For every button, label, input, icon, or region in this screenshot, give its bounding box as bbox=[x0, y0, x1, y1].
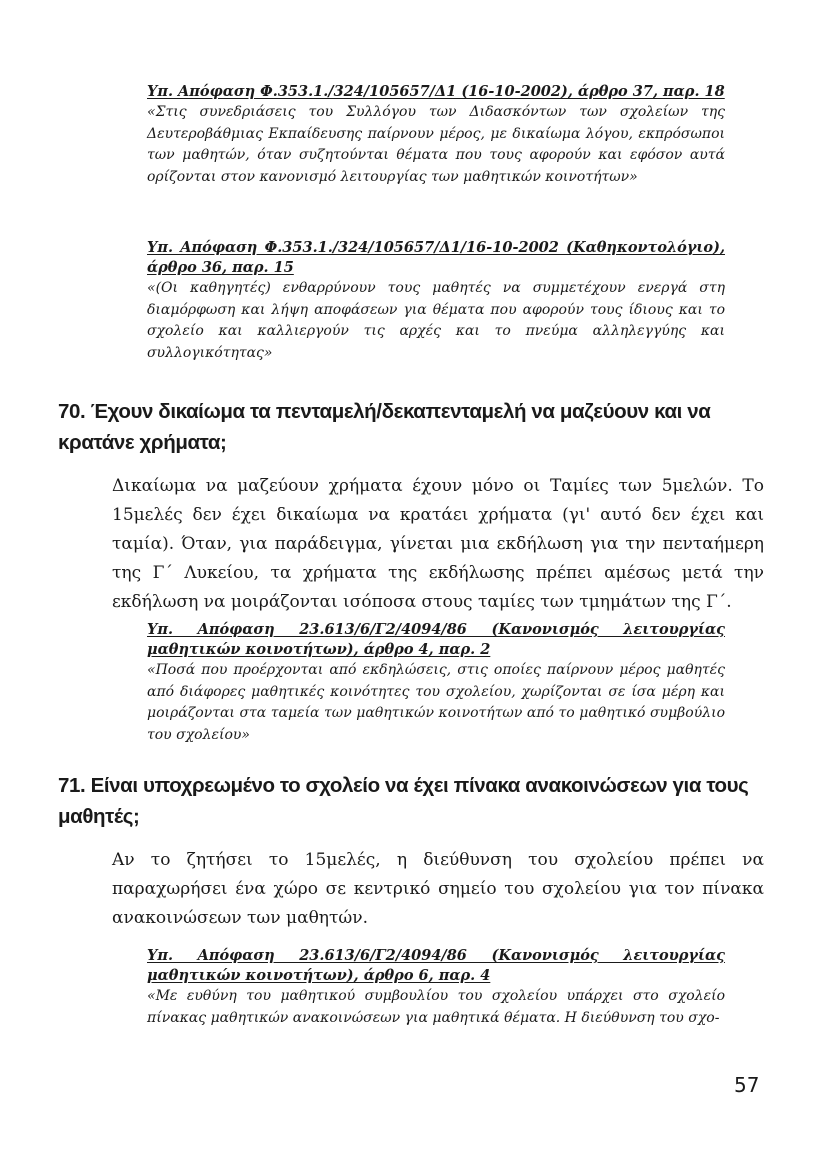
question-heading-71: 71. Είναι υποχρεωμένο το σχολείο να έχει πίνακα ανακοινώσεων για τους μαθητές; bbox=[58, 774, 749, 828]
question-heading-70: 70. Έχουν δικαίωμα τα πενταμελή/δεκαπενταμελή να μαζεύουν και να κρατάνε χρήματα; bbox=[58, 400, 711, 454]
answer-paragraph-70: Δικαίωμα να μαζεύουν χρήματα έχουν μόνο οι Ταμίες των 5μελών. Το 15μελές δεν έχει δικαίωμα να κρατάει χρήματα (γι' αυτό δεν έχει και ταμία). Όταν, για παράδειγμα, γίνεται μια εκδήλωση για την πενταήμερη της Γ΄ Λυκείου, τα χρήματα της εκδήλωσης πρέπει αμέσως μετά την εκδήλωση να μοιράζονται ισόποσα στους ταμίες των τμημάτων της Γ΄. bbox=[112, 476, 764, 612]
legal-reference-block bbox=[147, 82, 725, 188]
legal-reference-quote: «Στις συνεδριάσεις του Συλλόγου των Διδασκόντων των σχολείων της Δευτεροβάθμιας Εκπαίδευσης παίρνουν μέρος, με δικαίωμα λόγου, εκπρόσωποι των μαθητών, όταν συζητούνται θέματα που τους αφορούν και εφόσον αυτά ορίζονται στον κανονισμό λειτουργίας των μαθητικών κοινοτήτων» bbox=[147, 104, 725, 185]
legal-reference-title: Υπ. Απόφαση Φ.353.1./324/105657/Δ1/16-10-2002 (Καθηκοντολόγιο), άρθρο 36, παρ. 15 bbox=[147, 239, 725, 276]
page-number: 57 bbox=[734, 1073, 760, 1097]
legal-reference-block bbox=[147, 946, 725, 1029]
legal-reference-title: Υπ. Απόφαση 23.613/6/Γ2/4094/86 (Κανονισμός λειτουργίας μαθητικών κοινοτήτων), άρθρο 4, παρ. 2 bbox=[147, 621, 725, 658]
answer-paragraph-71: Αν το ζητήσει το 15μελές, η διεύθυνση του σχολείου πρέπει να παραχωρήσει ένα χώρο σε κεντρικό σημείο του σχολείου για τον πίνακα ανακοινώσεων των μαθητών. bbox=[112, 850, 764, 928]
legal-reference-quote: «Ποσά που προέρχονται από εκδηλώσεις, στις οποίες παίρνουν μέρος μαθητές από διάφορες μαθητικές κοινότητες του σχολείου, χωρίζονται σε ίσα μέρη και μοιράζονται στα ταμεία των μαθητικών κοινοτήτων από το μαθητικό συμβούλιο του σχολείου» bbox=[147, 662, 725, 743]
legal-reference-quote: «(Οι καθηγητές) ενθαρρύνουν τους μαθητές να συμμετέχουν ενεργά στη διαμόρφωση και λήψη αποφάσεων για θέματα που αφορούν τους ίδιους και το σχολείο και καλλιεργούν τις αρχές και το πνεύμα αλληλεγγύης και συλλογικότητας» bbox=[147, 280, 725, 361]
legal-reference-block bbox=[147, 238, 725, 364]
legal-reference-quote: «Με ευθύνη του μαθητικού συμβουλίου του σχολείου υπάρχει στο σχολείο πίνακας μαθητικών ανακοινώσεων για μαθητικά θέματα. Η διεύθυνση του σχο- bbox=[147, 988, 725, 1026]
legal-reference-title: Υπ. Απόφαση 23.613/6/Γ2/4094/86 (Κανονισμός λειτουργίας μαθητικών κοινοτήτων), άρθρο 6, παρ. 4 bbox=[147, 947, 725, 984]
legal-reference-title: Υπ. Απόφαση Φ.353.1./324/105657/Δ1 (16-10-2002), άρθρο 37, παρ. 18 bbox=[147, 83, 725, 100]
legal-reference-block bbox=[147, 620, 725, 746]
